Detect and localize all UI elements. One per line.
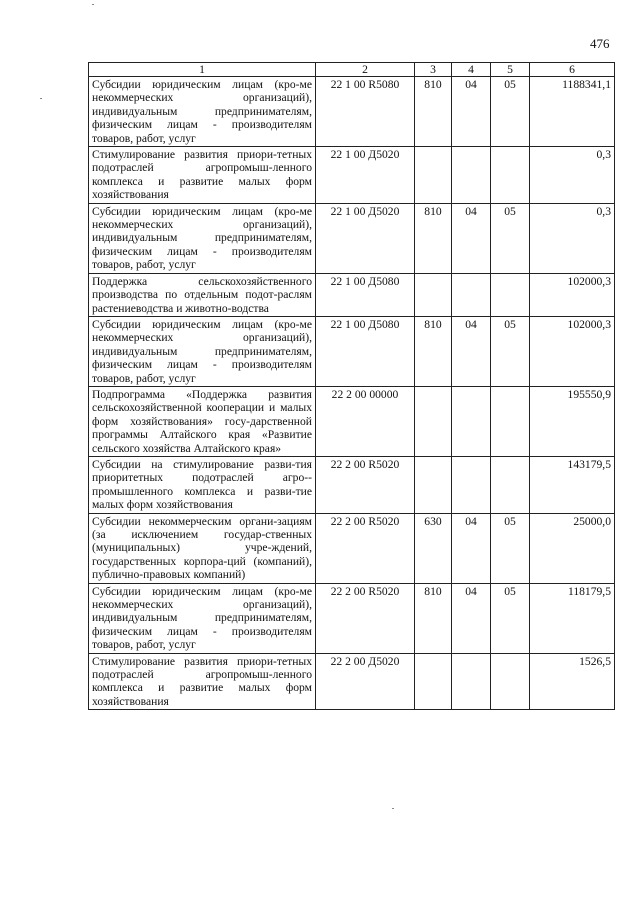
row-amount: 0,3 xyxy=(530,203,615,273)
row-code: 22 2 00 R5020 xyxy=(316,513,415,583)
row-col5: 05 xyxy=(491,203,530,273)
row-name: Стимулирование развития приори-тетных подотраслей агропромыш-ленного комплекса и развитие малых форм хозяйствования xyxy=(89,147,316,204)
row-col4 xyxy=(452,456,491,513)
header-col-5: 5 xyxy=(491,63,530,77)
budget-table xyxy=(88,62,615,710)
table-row xyxy=(89,456,615,513)
row-code: 22 2 00 R5020 xyxy=(316,583,415,653)
row-col5: 05 xyxy=(491,77,530,147)
row-code: 22 2 00 R5020 xyxy=(316,456,415,513)
row-amount: 0,3 xyxy=(530,147,615,204)
row-name: Субсидии юридическим лицам (кро-ме некоммерческих организаций), индивидуальным предпринимателям, физическим лицам - производителям товаров, работ, услуг xyxy=(89,203,316,273)
row-col3 xyxy=(415,653,452,710)
page-number: 476 xyxy=(590,36,610,51)
scan-speck xyxy=(392,808,394,809)
row-amount: 195550,9 xyxy=(530,386,615,456)
row-col3 xyxy=(415,147,452,204)
row-code: 22 1 00 R5080 xyxy=(316,77,415,147)
header-col-1: 1 xyxy=(89,63,316,77)
row-amount: 143179,5 xyxy=(530,456,615,513)
scan-speck xyxy=(40,98,42,99)
row-col5 xyxy=(491,273,530,316)
row-amount: 1526,5 xyxy=(530,653,615,710)
row-col4: 04 xyxy=(452,203,491,273)
row-code: 22 2 00 00000 xyxy=(316,386,415,456)
row-col3 xyxy=(415,273,452,316)
row-col4: 04 xyxy=(452,583,491,653)
row-col4: 04 xyxy=(452,513,491,583)
table-row xyxy=(89,386,615,456)
table-row xyxy=(89,653,615,710)
row-col4: 04 xyxy=(452,316,491,386)
row-name: Подпрограмма «Поддержка развития сельскохозяйственной кооперации и малых форм хозяйствования» госу-дарственной программы Алтайского края «Развитие сельского хозяйства Алтайского края» xyxy=(89,386,316,456)
row-col4 xyxy=(452,147,491,204)
row-col5 xyxy=(491,147,530,204)
row-name: Субсидии юридическим лицам (кро-ме некоммерческих организаций), индивидуальным предпринимателям, физическим лицам - производителям товаров, работ, услуг xyxy=(89,316,316,386)
table-row xyxy=(89,316,615,386)
table-row xyxy=(89,147,615,204)
header-col-2: 2 xyxy=(316,63,415,77)
row-col4 xyxy=(452,653,491,710)
row-col5: 05 xyxy=(491,513,530,583)
row-col5: 05 xyxy=(491,316,530,386)
row-col4 xyxy=(452,386,491,456)
row-col3 xyxy=(415,456,452,513)
header-col-6: 6 xyxy=(530,63,615,77)
row-col3: 810 xyxy=(415,583,452,653)
row-col3: 810 xyxy=(415,77,452,147)
table-row xyxy=(89,273,615,316)
row-amount: 25000,0 xyxy=(530,513,615,583)
row-code: 22 1 00 Д5020 xyxy=(316,147,415,204)
header-col-4: 4 xyxy=(452,63,491,77)
row-col5: 05 xyxy=(491,583,530,653)
header-col-3: 3 xyxy=(415,63,452,77)
row-code: 22 1 00 Д5080 xyxy=(316,273,415,316)
row-col4: 04 xyxy=(452,77,491,147)
row-code: 22 2 00 Д5020 xyxy=(316,653,415,710)
header-row xyxy=(89,63,615,77)
row-code: 22 1 00 Д5020 xyxy=(316,203,415,273)
row-name: Субсидии некоммерческим органи-зациям (за исключением государ-ственных (муниципальных) учре-ждений, государственных корпора-ций (компаний), публично-правовых компаний) xyxy=(89,513,316,583)
row-name: Поддержка сельскохозяйственного производства по отдельным подот-раслям растениеводства и животно-водства xyxy=(89,273,316,316)
row-name: Субсидии юридическим лицам (кро-ме некоммерческих организаций), индивидуальным предпринимателям, физическим лицам - производителям товаров, работ, услуг xyxy=(89,77,316,147)
row-col5 xyxy=(491,456,530,513)
row-col5 xyxy=(491,386,530,456)
row-name: Субсидии на стимулирование разви-тия приоритетных подотраслей агро-промышленного комплекса и разви-тие малых форм хозяйствования xyxy=(89,456,316,513)
row-col3: 630 xyxy=(415,513,452,583)
row-name: Субсидии юридическим лицам (кро-ме некоммерческих организаций), индивидуальным предпринимателям, физическим лицам - производителям товаров, работ, услуг xyxy=(89,583,316,653)
row-col4 xyxy=(452,273,491,316)
scan-speck xyxy=(92,4,94,5)
row-amount: 1188341,1 xyxy=(530,77,615,147)
row-amount: 118179,5 xyxy=(530,583,615,653)
row-amount: 102000,3 xyxy=(530,316,615,386)
row-code: 22 1 00 Д5080 xyxy=(316,316,415,386)
table-row xyxy=(89,583,615,653)
table-row xyxy=(89,513,615,583)
table-row xyxy=(89,77,615,147)
row-amount: 102000,3 xyxy=(530,273,615,316)
table-row xyxy=(89,203,615,273)
row-col3: 810 xyxy=(415,203,452,273)
row-col5 xyxy=(491,653,530,710)
row-name: Стимулирование развития приори-тетных подотраслей агропромыш-ленного комплекса и развитие малых форм хозяйствования xyxy=(89,653,316,710)
row-col3 xyxy=(415,386,452,456)
row-col3: 810 xyxy=(415,316,452,386)
